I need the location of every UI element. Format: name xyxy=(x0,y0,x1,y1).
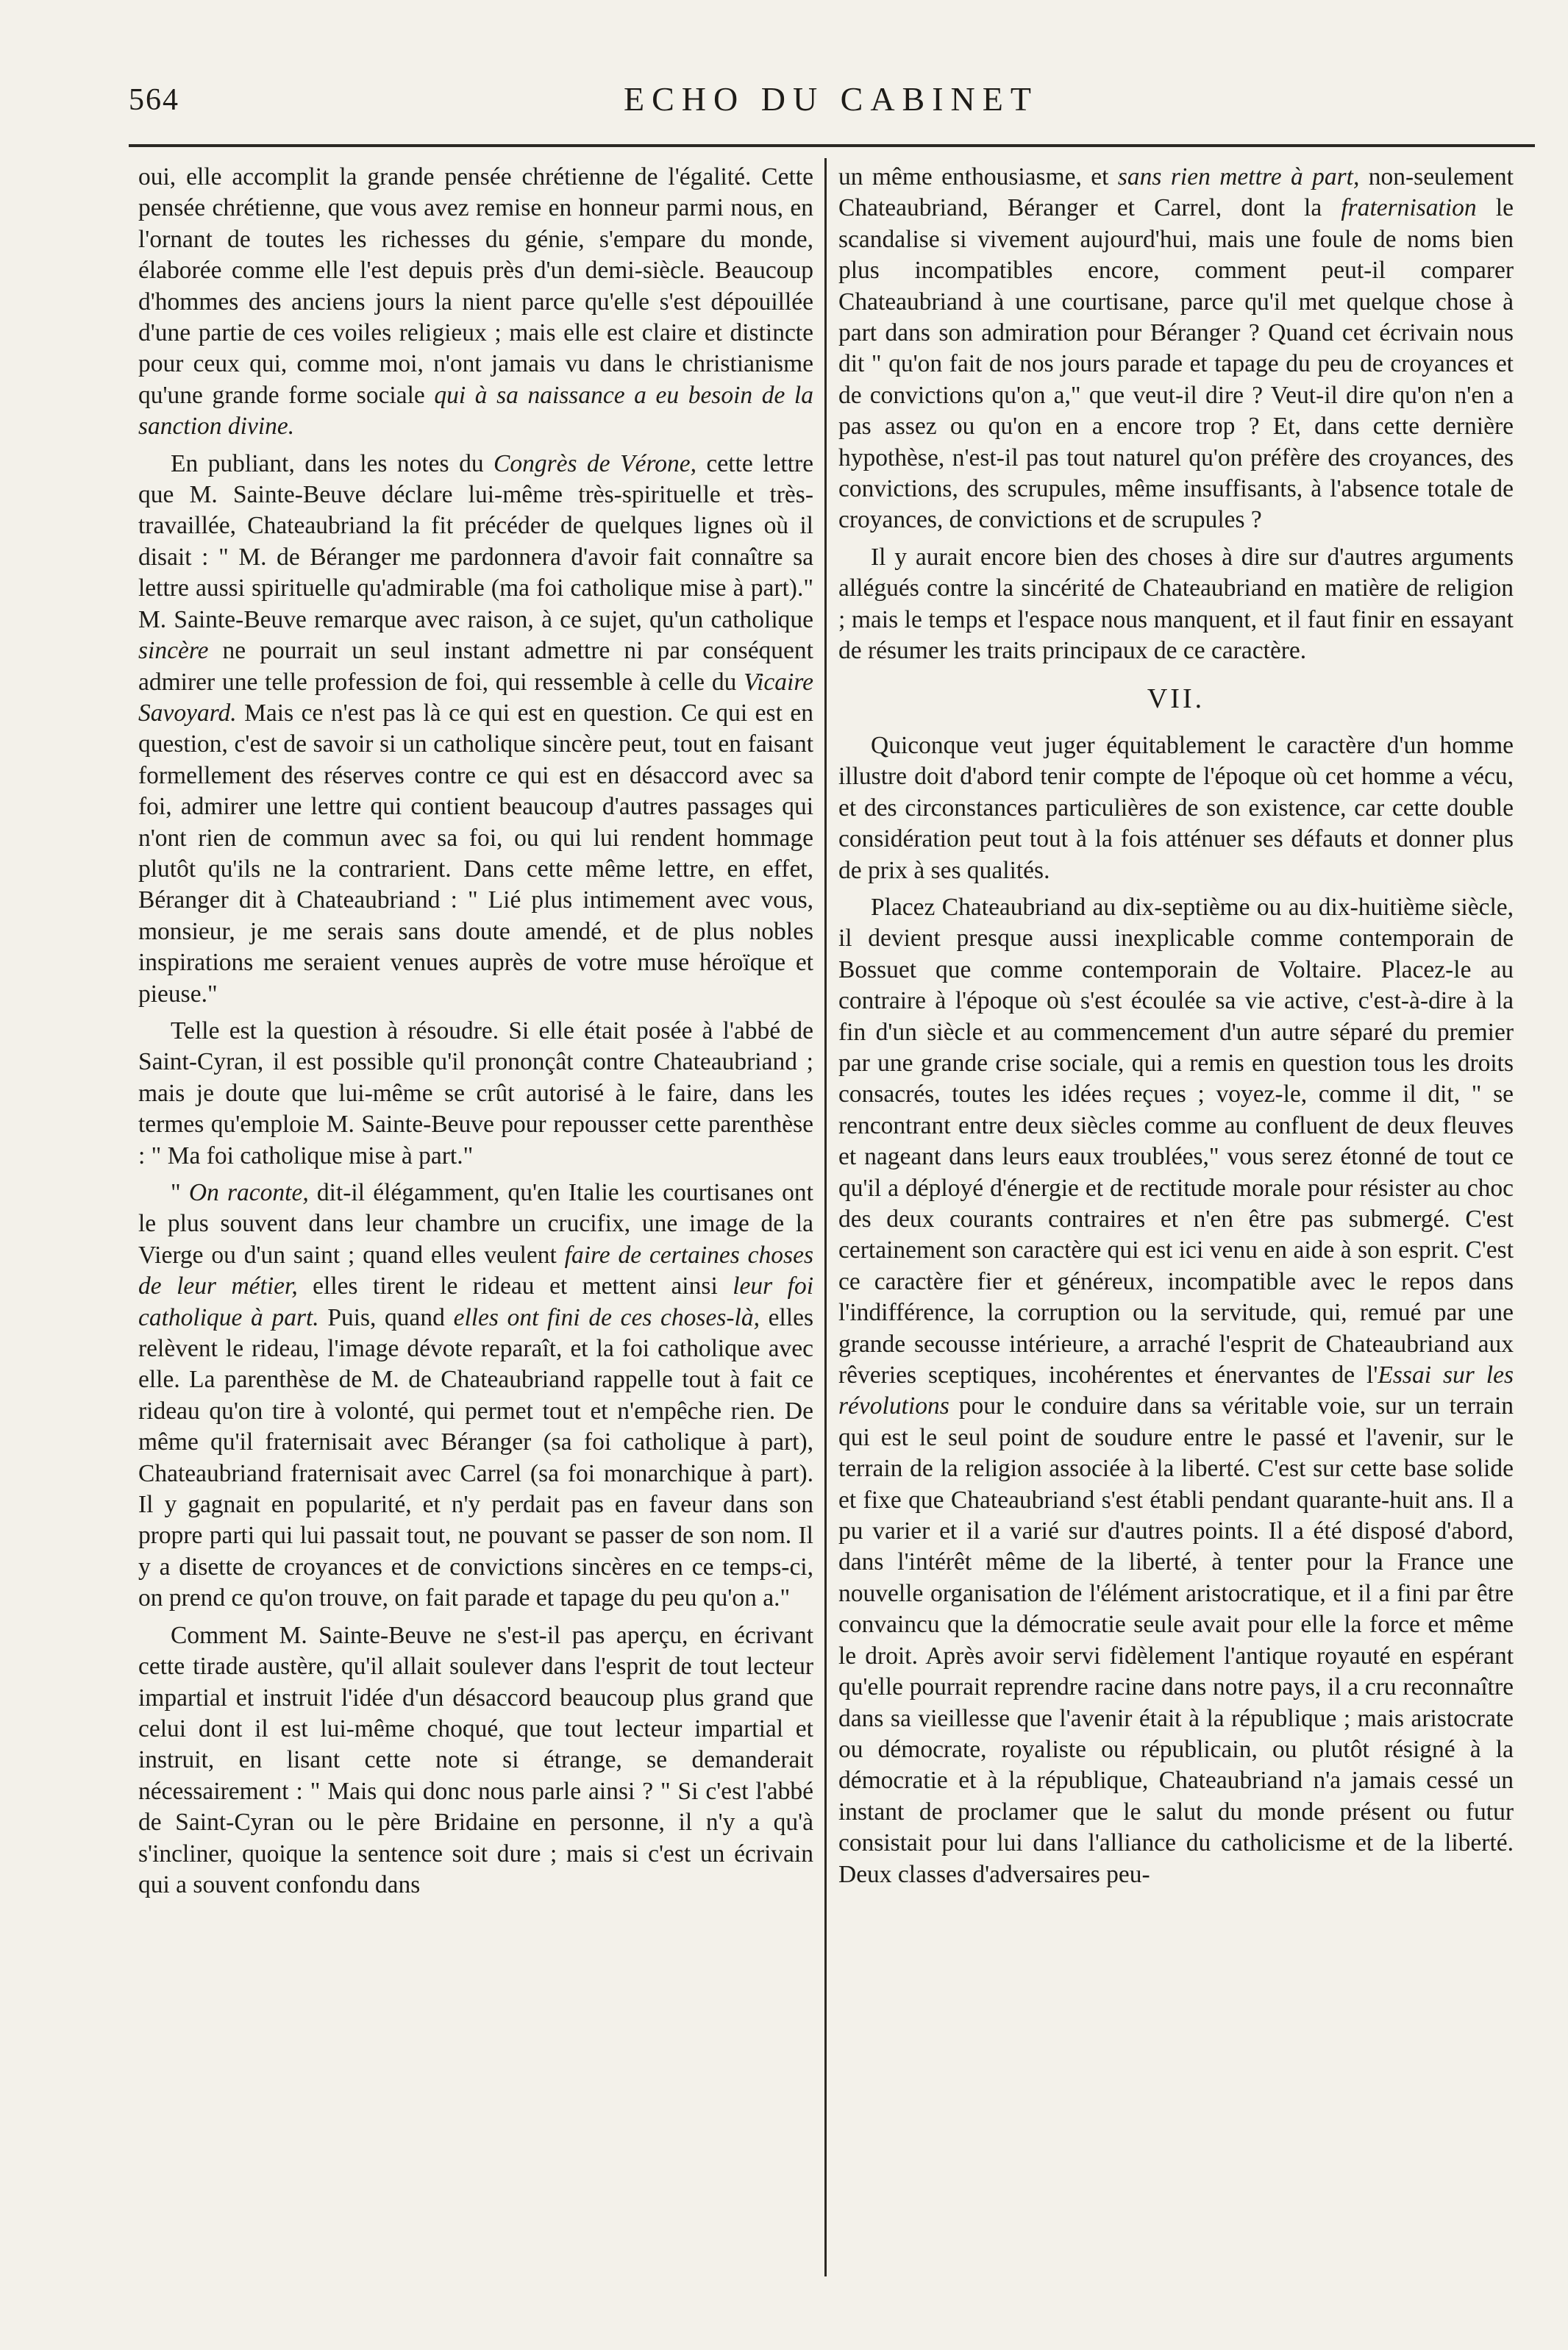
header-rule xyxy=(129,144,1535,147)
paragraph: Telle est la question à résoudre. Si elle était posée à l'abbé de Saint-Cyran, il est possible qu'il prononçât contre Chateaubriand ; mais je doute que lui-même se crût autorisé à le faire, dans les termes qu'emploie M. Sainte-Beuve pour repousser cette parenthèse : " Ma foi catholique mise à part." xyxy=(138,1016,813,1169)
page-header xyxy=(129,79,1533,131)
quotation-paragraph: " On raconte, dit-il élégamment, qu'en Italie les courtisanes ont le plus souvent dans leur chambre un crucifix, une image de la Vierge ou d'un saint ; quand elles veulent faire de certaines choses de leur métier, elles tirent le rideau et mettent ainsi leur foi catholique à part. Puis, quand elles ont fini de ces choses-là, elles relèvent le rideau, l'image dévote reparaît, et la foi catholique avec elle. La parenthèse de M. de Chateaubriand rappelle tout à fait ce rideau qu'on tire à volonté, qui permet tout et n'empêche rien. De même qu'il fraternisait avec Béranger (sa foi catholique à part), Chateaubriand fraternisait avec Carrel (sa foi monarchique à part). Il y gagnait en popularité, et n'y perdait pas en faveur dans son propre parti qui lui passait tout, ne pouvant se passer de son nom. Il y a disette de croyances et de convictions sincères en ce temps-ci, on prend ce qu'on trouve, on fait parade et tapage du peu qu'on a." xyxy=(138,1179,813,1612)
paragraph: Placez Chateaubriand au dix-septième ou au dix-huitième siècle, il devient presque aussi inexplicable comme contemporain de Bossuet que comme contemporain de Voltaire. Placez-le au contraire à l'époque où s'est écoulée sa vie active, c'est-à-dire à la fin d'un siècle et au commencement d'un autre séparé du premier par une grande crise sociale, qui a remis en question tous les droits consacrés, toutes les idées reçues ; voyez-le, comme il dit, " se rencontrant entre deux siècles comme au confluent de deux fleuves et nageant dans leurs eaux troublées," vous serez étonné de tout ce qu'il a déployé d'énergie et de rectitude morale pour résister au choc des deux courants contraires et n'en être pas submergé. C'est certainement son caractère qui est ici venu en aide à son esprit. C'est ce caractère fier et généreux, incompatible avec le repos dans l'indifférence, la corruption ou la servitude, qui, remué par une grande secousse intérieure, a arraché l'esprit de Chateaubriand aux rêveries sceptiques, incohérentes et énervantes de l'Essai sur les révolutions pour le conduire dans sa véritable voie, sur un terrain qui est le seul point de soudure entre le passé et l'avenir, sur le terrain de la religion associée à la liberté. C'est sur cette base solide et fixe que Chateaubriand s'est établi pendant quarante-huit ans. Il a pu varier et il a varié sur d'autres points. Il a été disposé d'abord, dans l'intérêt même de la liberté, à tenter pour la France une nouvelle organisation de l'élément aristocratique, et il a fini par être convaincu que la démocratie seule avait pour elle la force et même le droit. Après avoir servi fidèlement l'antique royauté en espérant qu'elle pourrait reprendre racine dans notre pays, il a cru reconnaître dans sa vieillesse que l'avenir était à la république ; mais aristocrate ou démocrate, royaliste ou républicain, ou plutôt résigné à la démocratie et à la république, Chateaubriand n'a jamais cessé un instant de proclamer que le salut du monde présent ou futur consistait pour lui dans l'alliance du catholicisme et de la liberté. Deux classes d'adversaires peu- xyxy=(838,893,1514,1888)
section-heading: VII. xyxy=(1147,683,1205,714)
paragraph: oui, elle accomplit la grande pensée chrétienne de l'égalité. Cette pensée chrétienne, que vous avez remise en honneur parmi nous, en l'ornant de toutes les richesses du génie, s'empare du monde, élaborée comme elle l'est depuis près d'un demi-siècle. Beaucoup d'hommes des anciens jours la nient parce qu'elle s'est dépouillée d'une partie de ces voiles religieux ; mais elle est claire et distincte pour ceux qui, comme moi, n'ont jamais vu dans le christianisme qu'une grande forme sociale qui à sa naissance a eu besoin de la sanction divine. xyxy=(138,163,813,441)
left-column xyxy=(138,162,813,1906)
paragraph: Quiconque veut juger équitablement le caractère d'un homme illustre doit d'abord tenir compte de l'époque où cet homme a vécu, et des circonstances particulières de son existence, car cette double considération peut tout à la fois atténuer ses défauts et donner plus de prix à ses qualités. xyxy=(838,731,1514,884)
right-column xyxy=(838,162,1514,1896)
paragraph: Comment M. Sainte-Beuve ne s'est-il pas aperçu, en écrivant cette tirade austère, qu'il allait soulever dans l'esprit de tout lecteur impartial et instruit l'idée d'un désaccord beaucoup plus grand que celui dont il est lui-même choqué, que tout lecteur impartial et instruit, en lisant cette note si étrange, se demanderait nécessairement : " Mais qui donc nous parle ainsi ? " Si c'est l'abbé de Saint-Cyran ou le père Bridaine en personne, il n'y a qu'à s'incliner, quoique la sentence soit dure ; mais si c'est un écrivain qui a souvent confondu dans xyxy=(138,1621,813,1898)
column-divider xyxy=(824,158,827,2276)
paragraph: En publiant, dans les notes du Congrès de Vérone, cette lettre que M. Sainte-Beuve déclare lui-même très-spirituelle et très-travaillée, Chateaubriand la fit précéder de quelques lignes où il disait : " M. de Béranger me pardonnera d'avoir fait connaître sa lettre aussi spirituelle qu'admirable (ma foi catholique mise à part)." M. Sainte-Beuve remarque avec raison, à ce sujet, qu'un catholique sincère ne pourrait un seul instant admettre ni par conséquent admirer une telle profession de foi, qui ressemble à celle du Vicaire Savoyard. Mais ce n'est pas là ce qui est en question. Ce qui est en question, c'est de savoir si un catholique sincère peut, tout en faisant formellement des réserves contre ce qui est en désaccord avec sa foi, admirer une lettre qui contient beaucoup d'autres passages qui n'ont rien de commun avec sa foi, ou qui lui rendent hommage plutôt qu'ils ne la contrarient. Dans cette même lettre, en effet, Béranger dit à Chateaubriand : " Lié plus intimement avec vous, monsieur, je me serais sans doute amendé, et de plus nobles inspirations me seraient venues auprès de votre muse héroïque et pieuse." xyxy=(138,449,813,1008)
paragraph: un même enthousiasme, et sans rien mettre à part, non-seulement Chateaubriand, Béranger et Carrel, dont la fraternisation le scandalise si vivement aujourd'hui, mais une foule de noms bien plus incompatibles encore, comment peut-il comparer Chateaubriand à une courtisane, parce qu'il met quelque chose à part dans son admiration pour Béranger ? Quand cet écrivain nous dit " qu'on fait de nos jours parade et tapage du peu de croyances et de convictions qu'on a," que veut-il dire ? Veut-il dire qu'on n'en a pas assez ou qu'on en a encore trop ? Et, dans cette dernière hypothèse, n'est-il pas tout naturel qu'on préfère des croyances, des convictions, des scrupules, même insuffisants, à l'absence totale de croyances, de convictions et de scrupules ? xyxy=(838,163,1514,534)
running-title: ECHO DU CABINET xyxy=(624,80,1038,118)
page-number: 564 xyxy=(129,83,179,117)
paragraph: Il y aurait encore bien des choses à dire sur d'autres arguments allégués contre la sincérité de Chateaubriand en matière de religion ; mais le temps et l'espace nous manquent, et il faut finir en essayant de résumer les traits principaux de ce caractère. xyxy=(838,543,1514,665)
